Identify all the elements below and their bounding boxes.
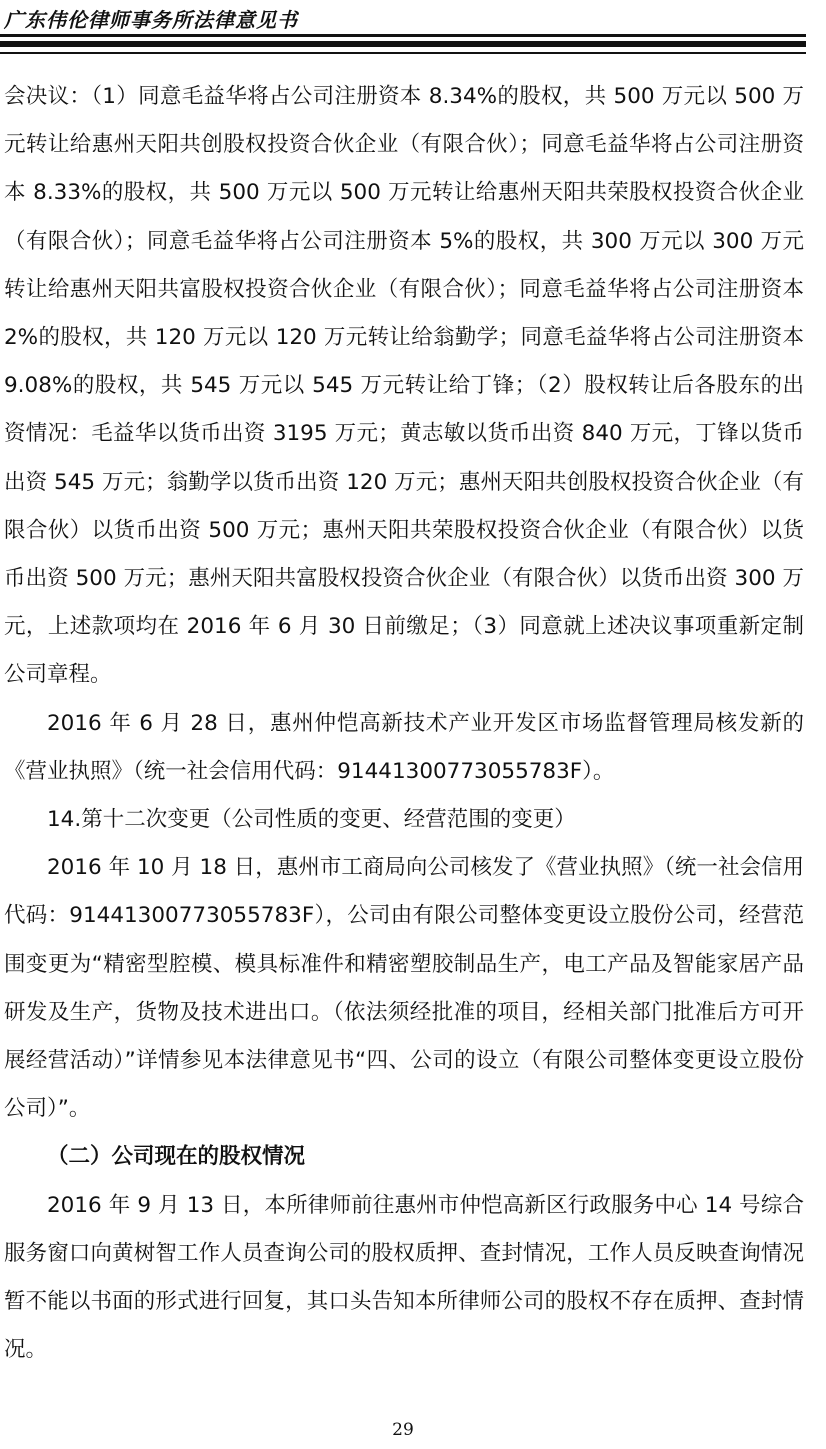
paragraph-equity-inquiry: 2016 年 9 月 13 日，本所律师前往惠州市仲恺高新区行政服务中心 14 号综合服务窗口向黄树智工作人员查询公司的股权质押、查封情况，工作人员反映查询情况暂不能以书面的形式进行回复，其口头告知本所律师公司的股权不存在质押、查封情况。 (4, 1192, 804, 1363)
paragraph-shareholder-resolution: 会决议：（1）同意毛益华将占公司注册资本 8.34%的股权，共 500 万元以 500 万元转让给惠州天阳共创股权投资合伙企业（有限合伙）；同意毛益华将占公司注册资本 8.33%的股权，共 500 万元以 500 万元转让给惠州天阳共荣股权投资合伙企业（有限合伙）；同意毛益华将占公司注册资本 5%的股权，共 300 万元以 300 万元转让给惠州天阳共富股权投资合伙企业（有限合伙）；同意毛益华将占公司注册资本 2%的股权，共 120 万元以 120 万元转让给翁勤学；同意毛益华将占公司注册资本 9.08%的股权，共 545 万元以 545 万元转让给丁锋；（2）股权转让后各股东的出资情况：毛益华以货币出资 3195 万元；黄志敏以货币出资 840 万元，丁锋以货币出资 545 万元；翁勤学以货币出资 120 万元；惠州天阳共创股权投资合伙企业（有限合伙）以货币出资 500 万元；惠州天阳共荣股权投资合伙企业（有限合伙）以货币出资 500 万元；惠州天阳共富股权投资合伙企业（有限合伙）以货币出资 300 万元，上述款项均在 2016 年 6 月 30 日前缴足；（3）同意就上述决议事项重新定制公司章程。 (4, 84, 804, 688)
header-rule-thin-bottom (0, 52, 806, 54)
section-heading-current-equity: （二）公司现在的股权情况 (47, 1144, 306, 1170)
header-rule-thin-top (0, 34, 806, 37)
paragraph-license-2016-06-28: 2016 年 6 月 28 日，惠州仲恺高新技术产业开发区市场监督管理局核发新的《营业执照》（统一社会信用代码：91441300773055783F）。 (4, 710, 804, 784)
header-rule-thick (0, 41, 806, 47)
paragraph-twelfth-change-heading: 14.第十二次变更（公司性质的变更、经营范围的变更） (47, 807, 576, 833)
header-title: 广东伟伦律师事务所法律意见书 (4, 8, 298, 32)
page-number: 29 (392, 1420, 414, 1440)
document-body (4, 73, 804, 1374)
paragraph-license-2016-10-18: 2016 年 10 月 18 日，惠州市工商局向公司核发了《营业执照》（统一社会信用代码：91441300773055783F），公司由有限公司整体变更设立股份公司，经营范围变更为“精密型腔模、模具标准件和精密塑胶制品生产，电工产品及智能家居产品研发及生产，货物及技术进出口。（依法须经批准的项目，经相关部门批准后方可开展经营活动）”详情参见本法律意见书“四、公司的设立（有限公司整体变更设立股份公司）”。 (4, 855, 804, 1122)
page-header (0, 0, 826, 68)
